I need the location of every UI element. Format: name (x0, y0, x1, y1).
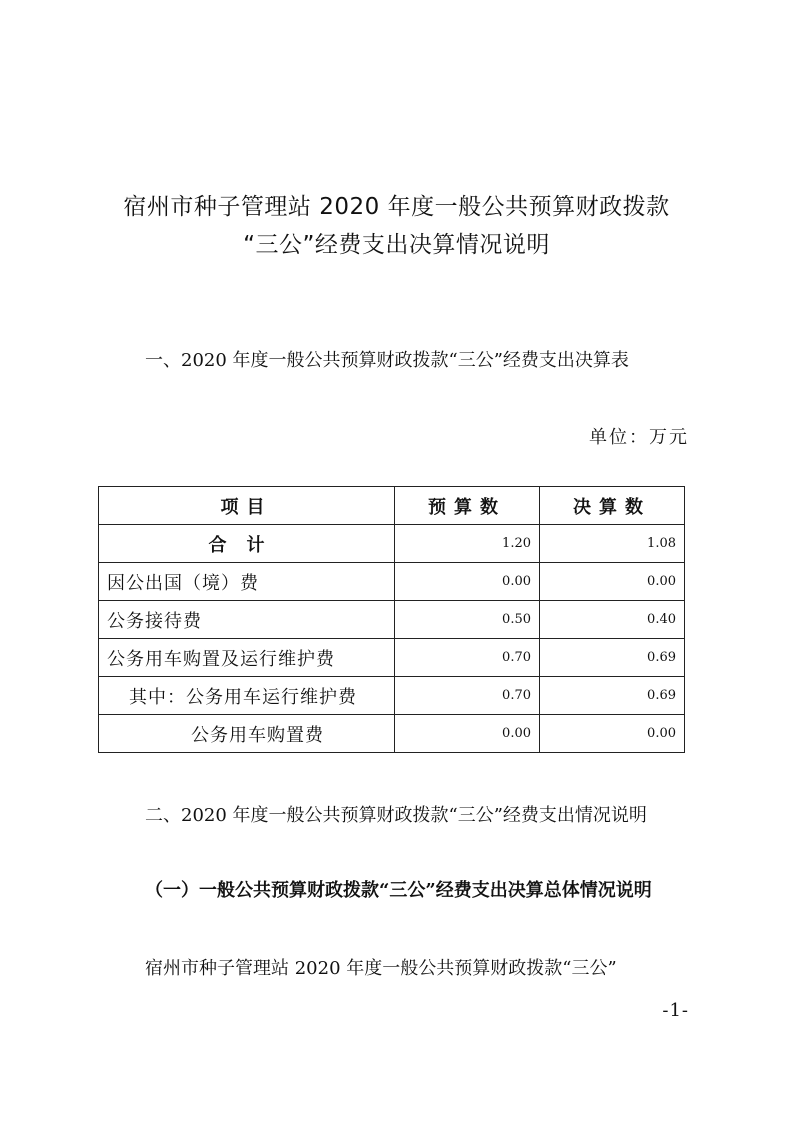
document-title-line1: 宿州市种子管理站 2020 年度一般公共预算财政拨款 (123, 194, 670, 220)
header-budget: 预算数 (395, 487, 540, 525)
row-item: 公务用车购置费 (99, 715, 395, 753)
table-row (99, 639, 685, 677)
row-budget: 0.50 (395, 601, 540, 639)
table-row (99, 525, 685, 563)
row-item: 合计 (99, 525, 395, 563)
header-item: 项目 (99, 487, 395, 525)
table-header-row (99, 487, 685, 525)
row-item: 公务用车购置及运行维护费 (99, 639, 395, 677)
document-title-line2: “三公”经费支出决算情况说明 (243, 232, 550, 258)
row-budget: 1.20 (395, 525, 540, 563)
row-final: 0.69 (540, 639, 685, 677)
section2-heading: 二、2020 年度一般公共预算财政拨款“三公”经费支出情况说明 (145, 805, 647, 826)
table-row (99, 677, 685, 715)
row-item: 其中：公务用车运行维护费 (99, 677, 395, 715)
table-row (99, 601, 685, 639)
table-row (99, 715, 685, 753)
expense-table (98, 486, 685, 753)
row-final: 0.00 (540, 563, 685, 601)
row-final: 0.40 (540, 601, 685, 639)
row-final: 1.08 (540, 525, 685, 563)
row-item: 公务接待费 (99, 601, 395, 639)
page-number: -1- (662, 1000, 689, 1021)
row-budget: 0.70 (395, 639, 540, 677)
subsection1-heading: （一）一般公共预算财政拨款“三公”经费支出决算总体情况说明 (145, 880, 652, 901)
row-budget: 0.70 (395, 677, 540, 715)
row-item: 因公出国（境）费 (99, 563, 395, 601)
body-paragraph: 宿州市种子管理站 2020 年度一般公共预算财政拨款“三公” (145, 958, 617, 979)
row-budget: 0.00 (395, 563, 540, 601)
header-final: 决算数 (540, 487, 685, 525)
table-row (99, 563, 685, 601)
section1-heading: 一、2020 年度一般公共预算财政拨款“三公”经费支出决算表 (145, 350, 629, 371)
row-final: 0.00 (540, 715, 685, 753)
row-budget: 0.00 (395, 715, 540, 753)
unit-label: 单位：万元 (589, 427, 689, 448)
row-final: 0.69 (540, 677, 685, 715)
